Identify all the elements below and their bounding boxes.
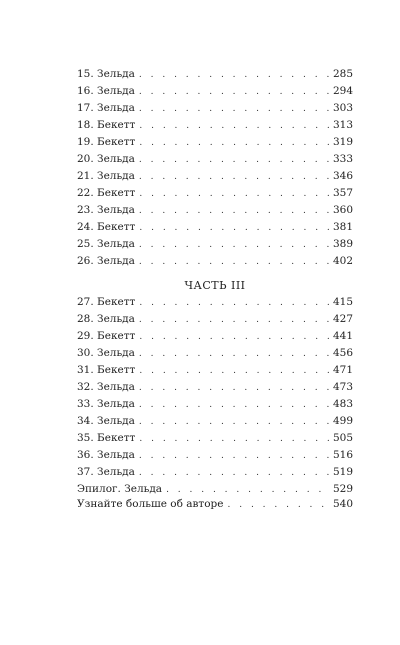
toc-leader-dots (139, 329, 329, 346)
toc-entry (77, 413, 353, 430)
toc-entry (77, 117, 353, 134)
toc-entry (77, 379, 353, 396)
toc-leader-dots (139, 465, 329, 482)
toc-entry-page: 505 (332, 432, 353, 444)
toc-entry-title: 20. Зельда (77, 153, 135, 165)
toc-leader-dots (139, 346, 329, 363)
toc-entry (77, 328, 353, 345)
toc-entry (77, 100, 353, 117)
toc-leader-dots (139, 363, 329, 380)
toc-entry (77, 464, 353, 481)
toc-entry-page: 389 (332, 238, 353, 250)
toc-entry-page: 456 (332, 347, 353, 359)
toc-leader-dots (139, 448, 329, 465)
toc-entry (77, 134, 353, 151)
toc-leader-dots (139, 169, 329, 186)
toc-entry-page: 285 (332, 68, 353, 80)
toc-entry (77, 202, 353, 219)
toc-entry-title: Эпилог. Зельда (77, 483, 163, 495)
toc-entry-title: Узнайте больше об авторе (77, 498, 224, 510)
toc-entry-title: 16. Зельда (77, 85, 135, 97)
toc-entry-title: 21. Зельда (77, 170, 135, 182)
toc-entry-page: 441 (332, 330, 353, 342)
toc-entry (77, 430, 353, 447)
toc-leader-dots (139, 220, 329, 237)
toc-entry-page: 346 (332, 170, 353, 182)
toc-entry-page: 381 (332, 221, 353, 233)
toc-entry (77, 345, 353, 362)
toc-entry-page: 540 (332, 498, 353, 510)
toc-entry-page: 483 (332, 398, 353, 410)
toc-entry (77, 311, 353, 328)
toc-leader-dots (139, 254, 329, 271)
toc-entry-page: 313 (332, 119, 353, 131)
toc-entry-page: 415 (332, 296, 353, 308)
toc-part2-list (77, 66, 353, 270)
toc-entry-title: 34. Зельда (77, 415, 135, 427)
toc-entry-page: 529 (332, 483, 353, 495)
toc-leader-dots (139, 118, 329, 135)
toc-entry-title: 23. Зельда (77, 204, 135, 216)
toc-entry (77, 185, 353, 202)
toc-leader-dots (139, 237, 329, 254)
toc-leader-dots (139, 101, 329, 118)
toc-entry (77, 362, 353, 379)
toc-entry-title: 25. Зельда (77, 238, 135, 250)
toc-entry-page: 319 (332, 136, 353, 148)
toc-entry-title: 30. Зельда (77, 347, 135, 359)
toc-entry-title: 28. Зельда (77, 313, 135, 325)
part-heading: ЧАСТЬ III (184, 279, 246, 292)
toc-entry (77, 168, 353, 185)
toc-leader-dots (139, 397, 329, 414)
toc-entry-title: 36. Зельда (77, 449, 135, 461)
toc-entry-page: 333 (332, 153, 353, 165)
toc-leader-dots (139, 380, 329, 397)
toc-entry (77, 396, 353, 413)
toc-entry-page: 360 (332, 204, 353, 216)
toc-entry-page: 516 (332, 449, 353, 461)
toc-entry-title: 35. Бекетт (77, 432, 136, 444)
toc-entry-title: 17. Зельда (77, 102, 135, 114)
toc-entry (77, 447, 353, 464)
toc-entry-title: 33. Зельда (77, 398, 135, 410)
toc-entry (77, 294, 353, 311)
toc-entry-title: 15. Зельда (77, 68, 135, 80)
toc-leader-dots (139, 312, 329, 329)
toc-leader-dots (139, 84, 329, 101)
toc-leader-dots (139, 203, 329, 220)
toc-entry-title: 27. Бекетт (77, 296, 136, 308)
toc-entry-page: 357 (332, 187, 353, 199)
toc-entry-title: 37. Зельда (77, 466, 135, 478)
toc-entry (77, 66, 353, 83)
toc-entry (77, 83, 353, 100)
toc-part3-list (77, 294, 353, 498)
toc-entry-page: 473 (332, 381, 353, 393)
toc-entry-page: 427 (332, 313, 353, 325)
toc-entry-page: 519 (332, 466, 353, 478)
toc-leader-dots (228, 497, 329, 514)
toc-entry (77, 219, 353, 236)
toc-entry-title: 22. Бекетт (77, 187, 136, 199)
toc-leader-dots (139, 152, 329, 169)
toc-entry-page: 303 (332, 102, 353, 114)
toc-entry-page: 402 (332, 255, 353, 267)
toc-entry-page: 499 (332, 415, 353, 427)
toc-leader-dots (139, 186, 329, 203)
toc-entry-title: 31. Бекетт (77, 364, 136, 376)
toc-entry-title: 19. Бекетт (77, 136, 136, 148)
toc-entry (77, 236, 353, 253)
toc-entry-page: 471 (332, 364, 353, 376)
toc-entry (77, 253, 353, 270)
toc-entry-title: 32. Зельда (77, 381, 135, 393)
toc-about-author (77, 496, 353, 513)
toc-entry-title: 29. Бекетт (77, 330, 136, 342)
toc-entry-page: 294 (332, 85, 353, 97)
toc-entry-title: 24. Бекетт (77, 221, 136, 233)
toc-leader-dots (139, 414, 329, 431)
toc-entry-about-author (77, 496, 353, 513)
toc-leader-dots (139, 135, 329, 152)
toc-entry-title: 26. Зельда (77, 255, 135, 267)
toc-leader-dots (139, 295, 329, 312)
toc-entry (77, 151, 353, 168)
toc-leader-dots (139, 431, 329, 448)
toc-leader-dots (139, 67, 329, 84)
toc-entry-title: 18. Бекетт (77, 119, 136, 131)
